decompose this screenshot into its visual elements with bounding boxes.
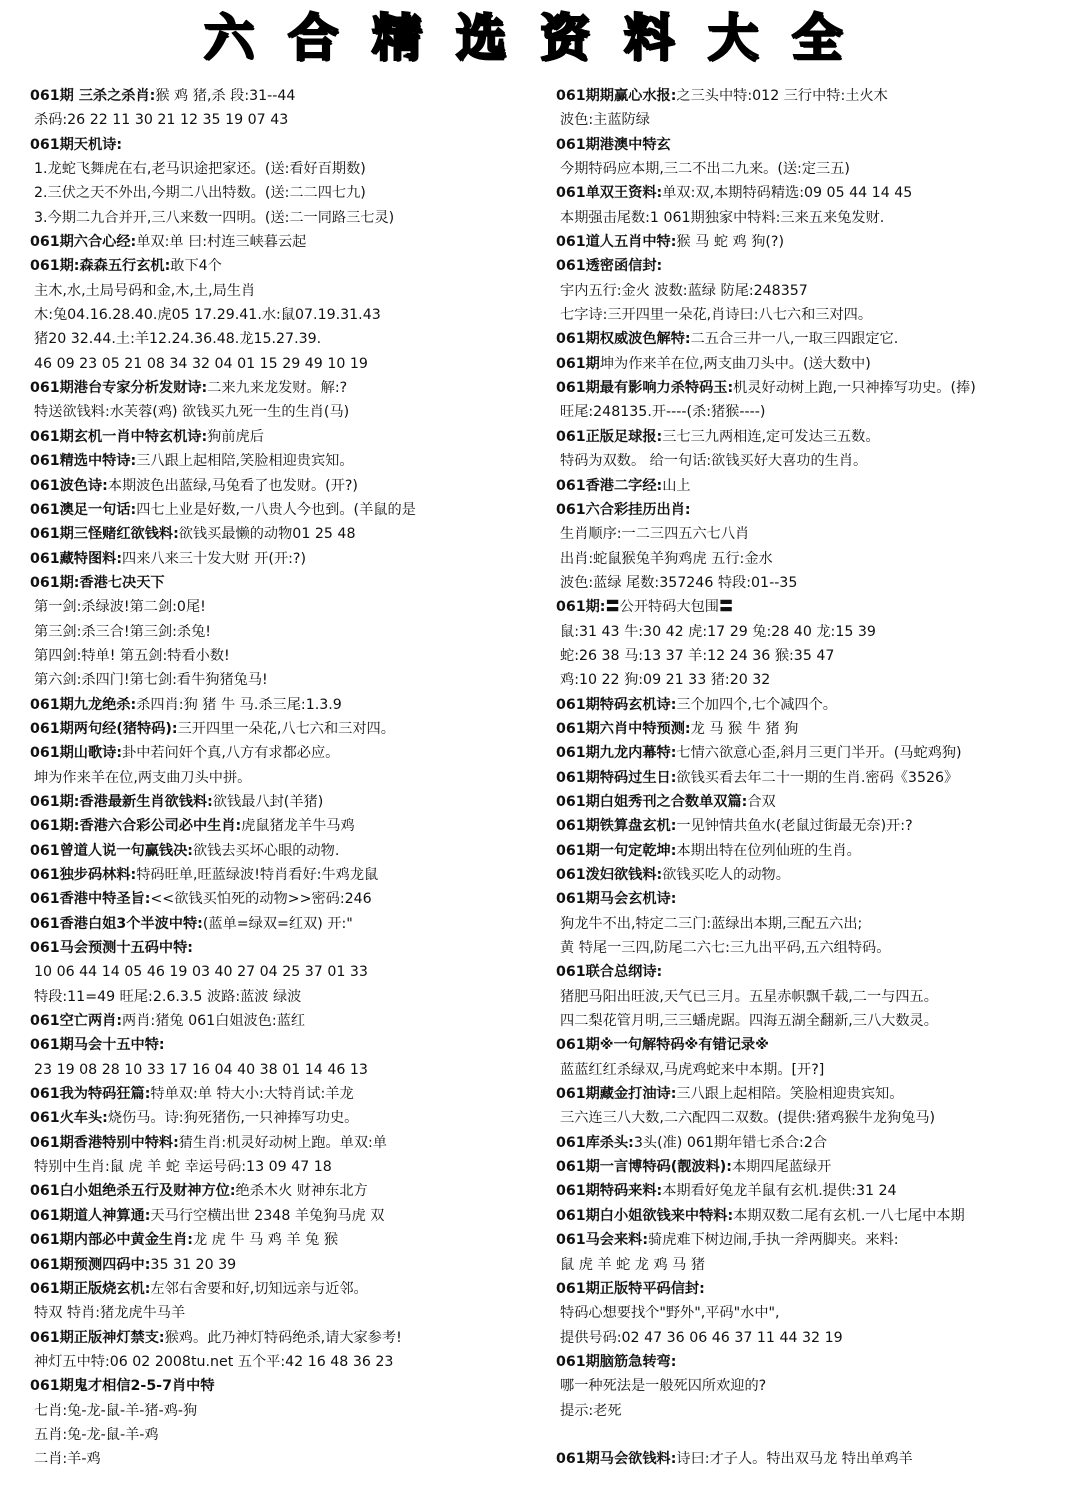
text-line (556, 1277, 1066, 1301)
text-line (556, 1301, 1066, 1325)
line-text: 五肖:兔-龙-鼠-羊-鸡 (34, 1426, 159, 1443)
line-text: 23 19 08 28 10 33 17 16 04 40 38 01 14 46 13 (34, 1061, 368, 1078)
line-heading: 061我为特码狂篇: (30, 1086, 151, 1103)
right-column (556, 84, 1066, 1472)
line-text: 本期强击尾数:1 061期独家中特料:三来五来兔发财. (560, 209, 885, 226)
text-line (30, 1350, 540, 1374)
text-line (556, 595, 1066, 619)
line-text: 蛇:26 38 马:13 37 羊:12 24 36 猴:35 47 (560, 647, 835, 664)
line-text: 骑虎难下树边闹,手执一斧两脚夹。来料: (648, 1232, 899, 1249)
line-text: 杀码:26 22 11 30 21 12 35 19 07 43 (34, 112, 289, 129)
line-heading: 061期六合心经: (30, 234, 137, 251)
text-line (30, 790, 540, 814)
line-heading: 061期※一句解特码※有错记录※ (556, 1037, 769, 1054)
text-line (556, 863, 1066, 887)
line-text: 猴鸡。此乃神灯特码绝杀,请大家参考! (164, 1329, 402, 1346)
line-heading: 061空亡两肖: (30, 1013, 123, 1030)
text-line (30, 1447, 540, 1471)
text-line (30, 571, 540, 595)
text-line (30, 693, 540, 717)
line-heading: 061期白小姐欲钱来中特料: (556, 1207, 734, 1224)
line-heading: 061藏特图料: (30, 550, 123, 567)
line-heading: 061期正版特平码信封: (556, 1280, 705, 1297)
line-heading: 061波色诗: (30, 477, 108, 494)
line-text: 三七三九两相连,定可发达三五数。 (662, 428, 880, 445)
line-heading: 061单双王资料: (556, 185, 663, 202)
line-text: 一见钟情共鱼水(老鼠过街最无奈)开:? (676, 818, 913, 835)
left-column (30, 84, 540, 1472)
line-text: 卦中若问奸个真,八方有求都必应。 (122, 745, 340, 762)
text-line (30, 985, 540, 1009)
text-line (556, 1423, 1066, 1447)
line-heading: 061期马会十五中特: (30, 1037, 165, 1054)
text-line (30, 498, 540, 522)
line-text: 46 09 23 05 21 08 34 32 04 01 15 29 49 10 19 (34, 355, 368, 372)
line-heading: 061香港中特圣旨: (30, 891, 151, 908)
line-text: 七字诗:三开四里一朵花,肖诗曰:八七六和三对四。 (560, 307, 873, 324)
line-heading: 061期一句定乾坤: (556, 842, 677, 859)
text-line (30, 1155, 540, 1179)
line-heading: 061期九龙绝杀: (30, 696, 137, 713)
line-heading: 061期正版烧玄机: (30, 1280, 151, 1297)
text-line (30, 1228, 540, 1252)
text-line (30, 1301, 540, 1325)
line-text: 龙 虎 牛 马 鸡 羊 兔 猴 (192, 1232, 339, 1249)
text-line (556, 84, 1066, 108)
line-text: 第一剑:杀绿波!第二剑:0尾! (34, 599, 206, 616)
text-line (30, 1106, 540, 1130)
text-line (30, 1277, 540, 1301)
line-heading: 061期马会欲钱料: (556, 1451, 677, 1468)
text-line (30, 741, 540, 765)
line-text: 木:兔04.16.28.40.虎05 17.29.41.水:鼠07.19.31.43 (34, 307, 381, 324)
line-heading: 061期白姐秀刊之合数单双篇: (556, 793, 748, 810)
line-heading: 061期特码过生日: (556, 769, 677, 786)
line-text: 旺尾:248135.开----(杀:猪猴----) (560, 404, 766, 421)
line-heading: 061期三怪赌红欲钱料: (30, 526, 179, 543)
line-text: 特送欲钱料:水芙蓉(鸡) 欲钱买九死一生的生肖(马) (34, 404, 350, 421)
line-text: 特双 特肖:猪龙虎牛马羊 (34, 1305, 186, 1322)
text-line (30, 1179, 540, 1203)
text-line (556, 1131, 1066, 1155)
line-heading: 061期香港特别中特料: (30, 1134, 179, 1151)
line-heading: 061期正版神灯禁支: (30, 1329, 165, 1346)
line-text: 今期特码应本期,三二不出二九来。(送:定三五) (560, 161, 850, 178)
line-text: 第六剑:杀四门!第七剑:看牛狗猪兔马! (34, 672, 268, 689)
text-line (556, 717, 1066, 741)
text-line (30, 814, 540, 838)
text-line (556, 912, 1066, 936)
line-heading: 061期:森森五行玄机: (30, 258, 171, 275)
line-heading: 061六合彩挂历出肖: (556, 501, 691, 518)
text-line (556, 1106, 1066, 1130)
line-text: 3头(准) 061期年错七杀合:2合 (633, 1134, 828, 1151)
line-heading: 061期最有影响力杀特码玉: (556, 380, 734, 397)
line-text: 四七上业是好数,一八贵人今也到。(羊鼠的是 (136, 501, 416, 518)
text-line (30, 254, 540, 278)
text-line (556, 1204, 1066, 1228)
text-line (30, 668, 540, 692)
line-text: 波色:主蓝防绿 (560, 112, 650, 129)
line-text: 本期出特在位列仙班的生肖。 (676, 842, 861, 859)
text-line (556, 376, 1066, 400)
line-heading: 061期权威波色解特: (556, 331, 691, 348)
line-text: 杀四肖:狗 猪 牛 马.杀三尾:1.3.9 (136, 696, 342, 713)
text-line (556, 1326, 1066, 1350)
line-heading: 061泼妇欲钱料: (556, 867, 663, 883)
text-line (556, 522, 1066, 546)
line-heading: 061期:香港最新生肖欲钱料: (30, 793, 213, 810)
line-text: 敢下4个 (170, 258, 222, 275)
line-text: 七肖:兔-龙-鼠-羊-猪-鸡-狗 (34, 1402, 198, 1419)
line-heading: 061期两句经(猪特码): (30, 720, 178, 737)
line-text: 虎鼠猪龙羊牛马鸡 (241, 818, 355, 835)
line-text: 四来八来三十发大财 开(开:?) (122, 550, 307, 567)
line-text: 鼠:31 43 牛:30 42 虎:17 29 兔:28 40 龙:15 39 (560, 623, 876, 640)
text-line (30, 376, 540, 400)
text-line (30, 887, 540, 911)
line-heading: 061独步码林料: (30, 867, 137, 883)
line-heading: 061精选中特诗: (30, 453, 137, 470)
line-heading: 061期六肖中特预测: (556, 720, 691, 737)
line-heading: 061香港二字经: (556, 477, 663, 494)
line-heading: 061期特码玄机诗: (556, 696, 677, 713)
line-heading: 061期港台专家分析发财诗: (30, 380, 208, 397)
line-heading: 061期山歌诗: (30, 745, 123, 762)
line-text: 二肖:羊-鸡 (34, 1451, 101, 1468)
line-text: 两肖:猪兔 061白姐波色:蓝红 (122, 1013, 306, 1030)
line-text: 猜生肖:机灵好动树上跑。单双:单 (178, 1134, 387, 1151)
line-text: 神灯五中特:06 02 2008tu.net 五个平:42 16 48 36 23 (34, 1353, 394, 1370)
text-line (30, 1009, 540, 1033)
text-line (556, 1399, 1066, 1423)
line-text: 欲钱买最懒的动物01 25 48 (178, 526, 356, 543)
text-line (30, 522, 540, 546)
text-line (556, 571, 1066, 595)
line-text: 三个加四个,七个减四个。 (676, 696, 837, 713)
text-line (556, 1447, 1066, 1471)
line-text: 特码为双数。 给一句话:欲钱买好大喜功的生肖。 (560, 453, 868, 470)
text-line (30, 352, 540, 376)
text-line (556, 1179, 1066, 1203)
line-text: 龙 马 猴 牛 猪 狗 (690, 720, 799, 737)
line-heading: 061透密函信封: (556, 258, 663, 275)
text-line (556, 425, 1066, 449)
line-heading: 061期玄机一肖中特玄机诗: (30, 428, 208, 445)
line-text: 2.三伏之天不外出,今期二八出特数。(送:二二四七九) (34, 185, 366, 202)
line-text: 二来九来龙发财。解:? (207, 380, 348, 397)
text-line (30, 1082, 540, 1106)
text-line (556, 206, 1066, 230)
line-heading: 061马会来料: (556, 1232, 649, 1249)
text-line (30, 595, 540, 619)
text-line (30, 936, 540, 960)
line-heading: 061期 (556, 355, 600, 372)
text-line (30, 912, 540, 936)
line-text: 本期双数二尾有玄机.一八七尾中本期 (733, 1207, 965, 1224)
text-line (30, 1253, 540, 1277)
text-line (556, 790, 1066, 814)
text-line (556, 133, 1066, 157)
text-line (556, 644, 1066, 668)
line-text: 本期四尾蓝绿开 (731, 1159, 832, 1176)
line-heading: 061期脑筋急转弯: (556, 1353, 677, 1370)
text-line (30, 303, 540, 327)
line-text: 天马行空横出世 2348 羊兔狗马虎 双 (150, 1207, 385, 1224)
text-line (556, 1350, 1066, 1374)
text-line (30, 1399, 540, 1423)
line-text: 七情六欲意心歪,斜月三更门半开。(马蛇鸡狗) (676, 745, 962, 762)
line-heading: 061澳足一句话: (30, 501, 137, 518)
line-text: 烧伤马。诗:狗死猪伤,一只神捧写功史。 (107, 1110, 359, 1127)
line-text: 欲钱买吃人的动物。 (662, 867, 790, 883)
text-line (30, 1033, 540, 1057)
text-line (556, 814, 1066, 838)
line-text: 三开四里一朵花,八七六和三对四。 (177, 720, 395, 737)
text-line (30, 206, 540, 230)
text-line (556, 1009, 1066, 1033)
line-text: 3.今期二九合并开,三八来数一四明。(送:二一同路三七灵) (34, 209, 395, 226)
line-text: 山上 (662, 477, 691, 494)
line-text: 特别中生肖:鼠 虎 羊 蛇 幸运号码:13 09 47 18 (34, 1159, 332, 1176)
text-line (30, 133, 540, 157)
line-text: 坤为作来羊在位,两支曲刀头中。(送大数中) (599, 355, 871, 372)
text-line (556, 985, 1066, 1009)
line-text: 本期看好兔龙羊鼠有玄机.提供:31 24 (662, 1183, 897, 1200)
text-line (556, 400, 1066, 424)
line-heading: 061期预测四码中: (30, 1256, 151, 1273)
text-line (556, 327, 1066, 351)
text-line (556, 693, 1066, 717)
line-text: 欲钱买看去年二十一期的生肖.密码《3526》 (676, 769, 959, 786)
line-text: 猪20 32.44.土:羊12.24.36.48.龙15.27.39. (34, 331, 322, 348)
text-line (556, 181, 1066, 205)
text-line (556, 449, 1066, 473)
text-line (30, 863, 540, 887)
text-line (556, 1155, 1066, 1179)
text-line (556, 1374, 1066, 1398)
line-heading: 061火车头: (30, 1110, 108, 1127)
line-text: 合双 (747, 793, 776, 810)
line-text: 狗龙牛不出,特定二三门:蓝绿出本期,三配五六出; (560, 915, 863, 932)
line-text: 特单双:单 特大小:大特肖试:羊龙 (150, 1086, 354, 1103)
line-text: 〓公开特码大包围〓 (605, 599, 734, 616)
text-line (556, 352, 1066, 376)
text-line (556, 1082, 1066, 1106)
line-heading: 061期期赢心水报: (556, 88, 677, 104)
text-line (30, 1058, 540, 1082)
line-text: 欲钱去买坏心眼的动物. (192, 842, 340, 859)
text-line (30, 279, 540, 303)
line-text: 四二梨花管月明,三三蟠虎踞。四海五湖全翻新,三八大数灵。 (560, 1013, 938, 1030)
line-heading: 061期九龙内幕特: (556, 745, 677, 762)
line-text: 10 06 44 14 05 46 19 03 40 27 04 25 37 01 33 (34, 964, 368, 981)
line-text: 三八跟上起相陪,笑脸相迎贵宾知。 (136, 453, 354, 470)
text-line (556, 108, 1066, 132)
line-text: 猴 鸡 猪,杀 段:31--44 (155, 88, 296, 104)
line-text: 蓝蓝红红杀绿双,马虎鸡蛇来中本期。[开?] (560, 1061, 825, 1078)
text-line (30, 1326, 540, 1350)
text-line (556, 668, 1066, 692)
line-text: 黄 特尾一三四,防尾二六七:三九出平码,五六组特码。 (560, 940, 891, 957)
text-line (30, 1374, 540, 1398)
text-line (556, 741, 1066, 765)
text-line (30, 644, 540, 668)
text-line (556, 279, 1066, 303)
line-text: 第三剑:杀三合!第三剑:杀兔! (34, 623, 211, 640)
line-heading: 061期:香港六合彩公司必中生肖: (30, 818, 242, 835)
text-line (556, 620, 1066, 644)
line-heading: 061期: (556, 599, 606, 616)
line-heading: 061马会预测十五码中特: (30, 940, 193, 957)
line-text: (蓝单=绿双=红双) 开:" (202, 915, 353, 932)
text-line (30, 717, 540, 741)
text-line (30, 960, 540, 984)
line-text: 提示:老死 (560, 1402, 622, 1419)
line-heading: 061期藏金打油诗: (556, 1086, 677, 1103)
line-heading: 061期特码来料: (556, 1183, 663, 1200)
line-heading: 061期铁算盘玄机: (556, 818, 677, 835)
line-text: 特段:11=49 旺尾:2.6.3.5 波路:蓝波 绿波 (34, 988, 302, 1005)
text-line (556, 254, 1066, 278)
text-line (556, 1228, 1066, 1252)
line-text: 哪一种死法是一般死囚所欢迎的? (560, 1378, 767, 1395)
text-line (30, 108, 540, 132)
text-line (556, 839, 1066, 863)
text-line (556, 1058, 1066, 1082)
page-title: 六合精选资料大全 (204, 8, 876, 67)
line-text: 坤为作来羊在位,两支曲刀头中拼。 (34, 769, 252, 786)
line-text: 出肖:蛇鼠猴兔羊狗鸡虎 五行:金水 (560, 550, 773, 567)
line-heading: 061道人五肖中特: (556, 234, 677, 251)
text-line (30, 400, 540, 424)
line-text: 之三头中特:012 三行中特:土火木 (676, 88, 888, 104)
line-text: 1.龙蛇飞舞虎在右,老马识途把家还。(送:看好百期数) (34, 161, 366, 178)
line-text: 第四剑:特单! 第五剑:特看小数! (34, 647, 230, 664)
line-text: 欲钱最八封(羊猪) (212, 793, 324, 810)
line-text: 三六连三八大数,二六配四二双数。(提供:猪鸡猴牛龙狗兔马) (560, 1110, 936, 1127)
text-line (30, 839, 540, 863)
line-heading: 061香港白姐3个半波中特: (30, 915, 203, 932)
line-text: 35 31 20 39 (150, 1256, 237, 1273)
line-heading: 061曾道人说一句赢钱决: (30, 842, 193, 859)
line-text: 鼠 虎 羊 蛇 龙 鸡 马 猪 (560, 1256, 706, 1273)
line-text: 提供号码:02 47 36 06 46 37 11 44 32 19 (560, 1329, 843, 1346)
text-line (30, 230, 540, 254)
line-heading: 061正版足球报: (556, 428, 663, 445)
text-line (556, 960, 1066, 984)
line-text: 本期波色出蓝绿,马兔看了也发财。(开?) (107, 477, 358, 494)
text-line (556, 474, 1066, 498)
text-line (30, 1131, 540, 1155)
line-heading: 061联合总纲诗: (556, 964, 663, 981)
line-heading: 061期天机诗: (30, 136, 123, 153)
text-line (30, 1423, 540, 1447)
line-heading: 061期:香港七决天下 (30, 574, 165, 591)
line-text: 特码旺单,旺蓝绿波!特肖看好:牛鸡龙鼠 (136, 867, 379, 883)
text-line (556, 887, 1066, 911)
line-text: 机灵好动树上跑,一只神捧写功史。(捧) (733, 380, 976, 397)
line-text: 三八跟上起相陪。笑脸相迎贵宾知。 (676, 1086, 904, 1103)
text-line (30, 327, 540, 351)
text-line (30, 620, 540, 644)
text-line (556, 547, 1066, 571)
line-heading: 061期马会玄机诗: (556, 891, 677, 908)
line-heading: 061期一言博特码(靓波料): (556, 1159, 732, 1176)
text-line (30, 547, 540, 571)
line-text: 主木,水,土局号码和金,木,土,局生肖 (34, 282, 256, 299)
line-text: 猴 马 蛇 鸡 狗(?) (676, 234, 784, 251)
line-heading: 061期港澳中特玄 (556, 136, 671, 153)
text-line (30, 449, 540, 473)
line-text: 二五合三井一八,一取三四跟定它. (690, 331, 899, 348)
line-text: 宇内五行:金火 波数:蓝绿 防尾:248357 (560, 282, 808, 299)
text-line (556, 157, 1066, 181)
line-heading: 061期鬼才相信2-5-7肖中特 (30, 1378, 215, 1395)
line-text: 单双:单 曰:村连三峡暮云起 (136, 234, 307, 251)
line-text: 单双:双,本期特码精选:09 05 44 14 45 (662, 185, 913, 202)
text-line (556, 498, 1066, 522)
line-text: 特码心想要找个"野外",平码"水中", (560, 1305, 780, 1322)
text-line (556, 230, 1066, 254)
line-text: <<欲钱买怕死的动物>>密码:246 (150, 891, 372, 908)
line-text: 诗曰:才子人。特出双马龙 特出单鸡羊 (676, 1451, 913, 1468)
line-text: 猪肥马阳出旺波,天气已三月。五星赤帜飘千载,二一与四五。 (560, 988, 938, 1005)
text-line (556, 1033, 1066, 1057)
line-heading: 061期 三杀之杀肖: (30, 88, 156, 104)
line-text: 左邻右舍要和好,切知远亲与近邻。 (150, 1280, 368, 1297)
text-line (556, 1253, 1066, 1277)
line-text: 生肖顺序:一二三四五六七八肖 (560, 526, 750, 543)
text-line (30, 474, 540, 498)
line-text: 狗前虎后 (207, 428, 264, 445)
line-heading: 061期内部必中黄金生肖: (30, 1232, 193, 1249)
text-line (556, 303, 1066, 327)
line-heading: 061库杀头: (556, 1134, 634, 1151)
text-line (556, 766, 1066, 790)
line-heading: 061白小姐绝杀五行及财神方位: (30, 1183, 236, 1200)
text-line (30, 425, 540, 449)
text-line (30, 157, 540, 181)
line-text: 绝杀木火 财神东北方 (235, 1183, 368, 1200)
line-text: 波色:蓝绿 尾数:357246 特段:01--35 (560, 574, 798, 591)
line-heading: 061期道人神算通: (30, 1207, 151, 1224)
text-line (30, 1204, 540, 1228)
text-line (556, 936, 1066, 960)
text-line (30, 181, 540, 205)
text-line (30, 766, 540, 790)
line-text: 鸡:10 22 狗:09 21 33 猪:20 32 (560, 672, 771, 689)
text-line (30, 84, 540, 108)
